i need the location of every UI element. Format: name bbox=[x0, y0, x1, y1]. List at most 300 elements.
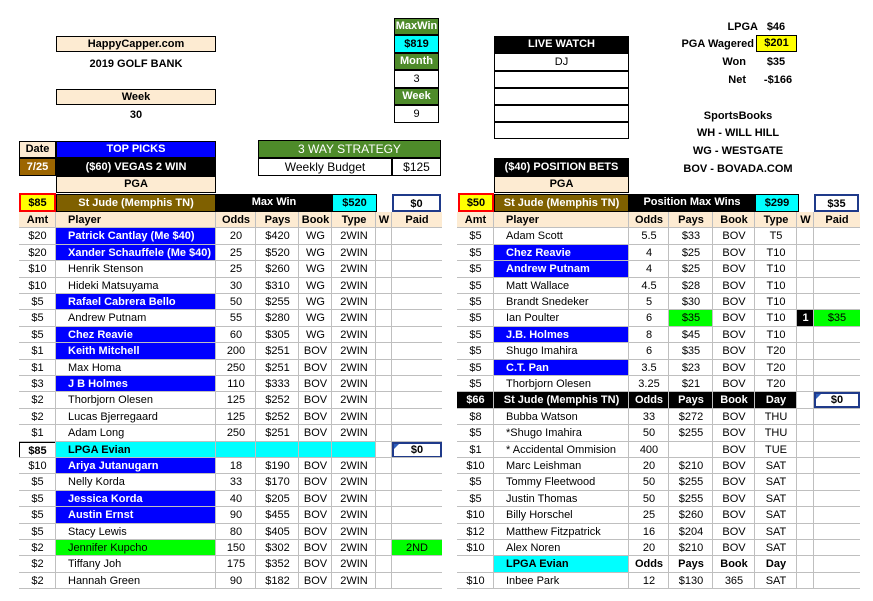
right-type-cell: T20 bbox=[766, 345, 786, 358]
right-paid-cell bbox=[814, 409, 860, 425]
left-odds-cell: 50 bbox=[229, 296, 243, 308]
left-odds-cell: 60 bbox=[229, 328, 243, 341]
right-paid-cell bbox=[814, 524, 860, 540]
left-amt-cell: $2 bbox=[31, 574, 44, 587]
right-player-cell: Matthew Fitzpatrick bbox=[506, 525, 601, 538]
right-amt-cell: $5 bbox=[469, 427, 482, 440]
table-row bbox=[19, 245, 442, 261]
left-paid-cell bbox=[392, 392, 442, 408]
left-book-cell: BOV bbox=[303, 410, 328, 423]
left-book-cell: WG bbox=[306, 263, 325, 276]
right-pays-cell: $25 bbox=[681, 246, 701, 259]
table-row bbox=[19, 261, 442, 277]
left-pays-cell: $251 bbox=[265, 361, 290, 374]
sportsbook-wh: WH - WILL HILL bbox=[696, 127, 780, 139]
left-event-name: St Jude (Memphis TN) bbox=[56, 194, 216, 212]
right-pays-cell: $272 bbox=[678, 410, 704, 423]
right-odds-cell: 5 bbox=[645, 296, 653, 308]
left-amt-cell: $5 bbox=[31, 492, 44, 505]
left-player-cell: Thorbjorn Olesen bbox=[68, 394, 153, 407]
outright-paid-total: $0 bbox=[814, 392, 860, 408]
left-paid-cell bbox=[392, 524, 442, 540]
live-watch-row-3 bbox=[494, 88, 629, 105]
week-value: 30 bbox=[129, 109, 143, 121]
right-w-cell: 1 bbox=[797, 310, 814, 326]
left-tour-label: PGA bbox=[56, 176, 216, 193]
right-player-cell: Chez Reavie bbox=[494, 245, 629, 261]
grid-line bbox=[19, 506, 442, 507]
table-row bbox=[19, 376, 442, 392]
right-pays-cell: $33 bbox=[681, 230, 701, 243]
grid-line bbox=[457, 359, 860, 360]
right-amt-cell: $12 bbox=[466, 525, 485, 538]
right-header-pays: Pays bbox=[678, 214, 704, 226]
right-w-cell bbox=[797, 524, 814, 540]
left-header-paid: Paid bbox=[405, 214, 429, 226]
right-header-paid: Paid bbox=[825, 214, 849, 226]
week-sub-label: Week bbox=[394, 88, 439, 105]
right-paid-cell bbox=[814, 507, 860, 523]
left-odds-cell: 40 bbox=[229, 492, 243, 505]
left-pays-cell: $182 bbox=[265, 574, 290, 587]
grid-line bbox=[457, 277, 860, 278]
left-player-cell: Jennifer Kupcho bbox=[56, 540, 216, 556]
left-pays-cell: $251 bbox=[265, 427, 290, 440]
right-book-cell: BOV bbox=[722, 296, 746, 308]
table-row bbox=[457, 524, 860, 540]
left-odds-cell: 200 bbox=[226, 345, 246, 358]
left-amt-cell: $2 bbox=[31, 542, 44, 554]
grid-line bbox=[457, 457, 860, 458]
left-pays-cell: $305 bbox=[265, 328, 290, 341]
week-sub-value: 9 bbox=[394, 105, 439, 123]
grid-line bbox=[457, 408, 860, 409]
left-pays-cell: $333 bbox=[265, 378, 290, 390]
grid-line bbox=[668, 212, 669, 589]
right-book-cell: BOV bbox=[722, 509, 746, 522]
right-paid-cell bbox=[814, 360, 860, 376]
grid-line bbox=[19, 523, 442, 524]
left-paid-cell bbox=[392, 409, 442, 425]
month-value: 3 bbox=[394, 70, 439, 88]
right-player-cell: Marc Leishman bbox=[506, 460, 582, 472]
right-pays-cell: $260 bbox=[678, 509, 704, 522]
left-amt-cell: $5 bbox=[31, 476, 44, 489]
table-row bbox=[19, 556, 442, 572]
left-type-cell: 2WIN bbox=[340, 410, 368, 423]
left-book-cell: BOV bbox=[303, 460, 328, 472]
right-lpga-header-book: Book bbox=[720, 558, 748, 571]
left-paid-cell bbox=[392, 474, 442, 490]
left-w-cell bbox=[376, 409, 392, 425]
right-book-cell: BOV bbox=[722, 542, 746, 554]
left-book-cell: BOV bbox=[303, 542, 328, 554]
position-maxwin-label: Position Max Wins bbox=[629, 194, 755, 212]
left-player-cell: Hideki Matsuyama bbox=[68, 279, 159, 292]
right-paid-cell bbox=[814, 573, 860, 589]
right-player-cell: Ian Poulter bbox=[506, 312, 560, 325]
right-header-book: Book bbox=[720, 214, 748, 226]
outright-event-row bbox=[457, 392, 860, 408]
left-picks-table bbox=[19, 212, 442, 601]
right-odds-cell: 50 bbox=[642, 476, 656, 489]
weekly-budget-value: $125 bbox=[392, 158, 441, 176]
table-row bbox=[457, 540, 860, 556]
grid-line bbox=[19, 457, 442, 458]
right-player-cell: Shugo Imahira bbox=[506, 345, 578, 358]
left-w-cell bbox=[376, 376, 392, 392]
right-w-cell bbox=[797, 294, 814, 310]
right-header-amt: Amt bbox=[464, 214, 487, 226]
right-player-cell: *Shugo Imahira bbox=[506, 427, 582, 440]
right-paid-total: $35 bbox=[814, 194, 859, 212]
right-type-cell: T10 bbox=[766, 328, 786, 341]
right-odds-cell: 3.25 bbox=[638, 378, 660, 390]
left-type-cell: 2WIN bbox=[340, 509, 368, 522]
grid-line bbox=[19, 490, 442, 491]
left-paid-cell bbox=[392, 458, 442, 474]
left-book-cell: BOV bbox=[303, 492, 328, 505]
right-amt-cell: $10 bbox=[466, 509, 485, 522]
grid-line bbox=[19, 588, 442, 589]
left-amt-cell: $5 bbox=[31, 328, 44, 341]
left-type-cell: 2WIN bbox=[340, 345, 368, 358]
right-w-cell bbox=[797, 360, 814, 376]
left-header-type: Type bbox=[341, 214, 367, 226]
right-w-cell bbox=[797, 458, 814, 474]
right-w-cell bbox=[797, 573, 814, 589]
left-odds-cell: 80 bbox=[229, 525, 243, 538]
table-row bbox=[457, 278, 860, 294]
right-odds-cell: 16 bbox=[642, 525, 656, 538]
outright-header-type: Day bbox=[765, 394, 787, 407]
table-row bbox=[457, 507, 860, 523]
grid-line bbox=[19, 375, 442, 376]
grid-line bbox=[457, 260, 860, 261]
right-book-cell: BOV bbox=[722, 328, 746, 341]
left-pays-cell: $170 bbox=[265, 476, 290, 489]
left-odds-cell: 25 bbox=[229, 263, 243, 276]
right-amt-cell: $5 bbox=[469, 378, 482, 390]
left-book-cell: WG bbox=[306, 230, 325, 243]
left-player-cell: Nelly Korda bbox=[68, 476, 125, 489]
right-player-cell: Billy Horschel bbox=[506, 509, 573, 522]
grid-line bbox=[19, 408, 442, 409]
table-row bbox=[19, 425, 442, 441]
position-bets-header: ($40) POSITION BETS bbox=[494, 158, 629, 176]
right-player-cell: Bubba Watson bbox=[506, 410, 578, 423]
right-type-cell: T20 bbox=[766, 378, 786, 390]
right-type-cell: THU bbox=[764, 410, 788, 423]
left-amt-cell: $1 bbox=[31, 345, 44, 358]
right-player-cell: Adam Scott bbox=[506, 230, 563, 243]
net-value: -$166 bbox=[763, 74, 793, 86]
right-odds-cell: 3.5 bbox=[641, 361, 657, 374]
right-odds-cell: 4 bbox=[645, 246, 653, 259]
grid-line bbox=[457, 523, 860, 524]
grid-line bbox=[19, 277, 442, 278]
position-maxwin-value: $299 bbox=[755, 194, 799, 212]
left-pays-cell: $352 bbox=[265, 558, 290, 571]
right-book-cell: BOV bbox=[722, 525, 746, 538]
right-amt-cell: $5 bbox=[469, 345, 482, 358]
grid-line bbox=[255, 212, 256, 589]
lpga-paid-total: $0 bbox=[392, 442, 442, 458]
table-row bbox=[457, 245, 860, 261]
table-row bbox=[457, 458, 860, 474]
right-book-cell: BOV bbox=[722, 476, 746, 489]
sportsbook-bov: BOV - BOVADA.COM bbox=[683, 163, 793, 175]
left-player-cell: Xander Schauffele (Me $40) bbox=[56, 245, 216, 261]
table-row bbox=[457, 228, 860, 244]
right-type-cell: T10 bbox=[766, 279, 786, 292]
table-row bbox=[457, 343, 860, 359]
lpga-event-row bbox=[19, 442, 442, 458]
left-amt-cell: $2 bbox=[31, 410, 44, 423]
left-paid-cell bbox=[392, 376, 442, 392]
left-pays-cell: $190 bbox=[265, 460, 290, 472]
left-paid-cell bbox=[392, 507, 442, 523]
right-amt-cell: $5 bbox=[469, 246, 482, 259]
left-player-cell: Lucas Bjerregaard bbox=[68, 410, 158, 423]
right-header-odds: Odds bbox=[634, 214, 664, 226]
left-paid-cell bbox=[392, 261, 442, 277]
left-odds-cell: 110 bbox=[227, 378, 245, 390]
right-paid-cell bbox=[814, 474, 860, 490]
left-w-cell bbox=[376, 491, 392, 507]
right-paid-cell bbox=[814, 294, 860, 310]
grid-line bbox=[55, 212, 56, 589]
left-type-cell: 2WIN bbox=[340, 378, 368, 390]
left-amt-cell: $20 bbox=[28, 230, 47, 243]
left-player-cell: Tiffany Joh bbox=[68, 558, 122, 571]
right-player-cell: C.T. Pan bbox=[494, 360, 629, 376]
table-row bbox=[19, 360, 442, 376]
right-odds-cell: 6 bbox=[645, 312, 653, 325]
right-w-cell bbox=[797, 507, 814, 523]
right-odds-cell: 8 bbox=[645, 328, 653, 341]
right-amt-cell: $5 bbox=[469, 263, 482, 276]
left-w-cell bbox=[376, 228, 392, 244]
table-row bbox=[19, 228, 442, 244]
left-player-cell: Hannah Green bbox=[68, 574, 141, 587]
left-player-cell: Keith Mitchell bbox=[56, 343, 216, 359]
right-odds-cell: 5.5 bbox=[641, 230, 657, 243]
maxwin-label: MaxWin bbox=[394, 18, 439, 35]
left-pays-cell: $302 bbox=[265, 542, 290, 554]
week-label: Week bbox=[56, 89, 216, 105]
grid-line bbox=[19, 342, 442, 343]
left-header-odds: Odds bbox=[221, 214, 251, 226]
right-w-cell bbox=[797, 540, 814, 556]
grid-line bbox=[712, 212, 713, 589]
left-player-cell: Henrik Stenson bbox=[68, 263, 144, 276]
maxwin-value: $819 bbox=[394, 35, 439, 53]
left-odds-cell: 250 bbox=[226, 427, 246, 440]
grid-line bbox=[457, 555, 860, 556]
right-lpga-header-type: Day bbox=[765, 558, 787, 571]
right-odds-cell: 50 bbox=[642, 492, 656, 505]
grid-line bbox=[215, 212, 216, 589]
left-book-cell: WG bbox=[306, 279, 325, 292]
table-row bbox=[457, 261, 860, 277]
right-odds-cell: 6 bbox=[645, 345, 653, 358]
left-player-cell: Patrick Cantlay (Me $40) bbox=[56, 228, 216, 244]
left-type-cell: 2WIN bbox=[340, 542, 368, 554]
left-pays-cell: $260 bbox=[265, 263, 290, 276]
grid-line bbox=[796, 212, 797, 589]
right-player-cell: Alex Noren bbox=[506, 542, 561, 554]
right-w-cell bbox=[797, 278, 814, 294]
right-player-cell: Brandt Snedeker bbox=[506, 296, 589, 308]
right-paid-cell bbox=[814, 228, 860, 244]
month-label: Month bbox=[394, 53, 439, 70]
left-player-cell: Ariya Jutanugarn bbox=[56, 458, 216, 474]
live-watch-row-5 bbox=[494, 122, 629, 139]
table-row bbox=[457, 573, 860, 589]
table-row bbox=[19, 458, 442, 474]
left-paid-cell bbox=[392, 278, 442, 294]
right-player-cell: * Accidental Ommision bbox=[506, 443, 617, 456]
right-type-cell: SAT bbox=[765, 476, 787, 489]
left-type-cell: 2WIN bbox=[340, 361, 368, 374]
live-watch-row-4 bbox=[494, 105, 629, 122]
right-w-cell bbox=[797, 474, 814, 490]
grid-line bbox=[457, 539, 860, 540]
left-type-cell: 2WIN bbox=[340, 394, 368, 407]
left-paid-cell bbox=[392, 245, 442, 261]
left-odds-cell: 175 bbox=[226, 558, 246, 571]
left-book-cell: WG bbox=[306, 296, 325, 308]
left-player-cell: J B Holmes bbox=[56, 376, 216, 392]
right-odds-cell: 20 bbox=[642, 460, 656, 472]
left-paid-cell bbox=[392, 425, 442, 441]
left-odds-cell: 18 bbox=[229, 460, 243, 472]
right-column-header-row bbox=[457, 212, 860, 228]
grid-line bbox=[19, 441, 442, 442]
right-header-player: Player bbox=[506, 214, 540, 226]
left-pays-cell: $252 bbox=[265, 394, 290, 407]
left-book-cell: BOV bbox=[303, 558, 328, 571]
left-amt-cell: $2 bbox=[31, 394, 44, 407]
left-odds-cell: 55 bbox=[229, 312, 243, 325]
lpga-event-amount: $85 bbox=[19, 442, 56, 458]
left-book-cell: BOV bbox=[303, 476, 328, 489]
lpga-total-value: $46 bbox=[766, 21, 786, 33]
left-paid-cell bbox=[392, 310, 442, 326]
left-type-cell: 2WIN bbox=[340, 525, 368, 538]
table-row bbox=[457, 327, 860, 343]
right-type-cell: TUE bbox=[765, 443, 787, 456]
right-w-cell bbox=[797, 245, 814, 261]
table-row bbox=[19, 278, 442, 294]
right-amt-cell: $5 bbox=[469, 312, 482, 325]
right-type-cell: THU bbox=[764, 427, 788, 440]
left-w-cell bbox=[376, 556, 392, 572]
right-player-cell: Tommy Fleetwood bbox=[506, 476, 596, 489]
right-odds-cell: 20 bbox=[642, 542, 656, 554]
won-label: Won bbox=[722, 56, 746, 68]
right-book-cell: BOV bbox=[722, 279, 746, 292]
grid-line bbox=[457, 424, 860, 425]
table-divider bbox=[442, 212, 457, 601]
left-type-cell: 2WIN bbox=[340, 492, 368, 505]
table-row bbox=[457, 360, 860, 376]
outright-event-amount: $66 bbox=[466, 394, 485, 407]
grid-line bbox=[457, 309, 860, 310]
right-book-cell: BOV bbox=[722, 443, 746, 456]
left-pays-cell: $205 bbox=[265, 492, 290, 505]
grid-line bbox=[19, 309, 442, 310]
right-paid-cell: $35 bbox=[814, 310, 860, 326]
left-w-cell bbox=[376, 425, 392, 441]
left-odds-cell: 20 bbox=[229, 230, 243, 243]
left-player-cell: Max Homa bbox=[68, 361, 122, 374]
left-book-cell: BOV bbox=[303, 509, 328, 522]
right-book-cell: 365 bbox=[724, 574, 744, 587]
left-player-cell: Adam Long bbox=[68, 427, 125, 440]
left-pays-cell: $251 bbox=[265, 345, 290, 358]
left-w-cell bbox=[376, 343, 392, 359]
right-amt-cell: $1 bbox=[469, 443, 482, 456]
right-lpga-header-odds: Odds bbox=[634, 558, 664, 571]
right-paid-cell bbox=[814, 327, 860, 343]
left-book-cell: WG bbox=[306, 328, 325, 341]
outright-header-pays: Pays bbox=[678, 394, 704, 407]
left-w-cell bbox=[376, 458, 392, 474]
left-paid-cell bbox=[392, 556, 442, 572]
date-value: 7/25 bbox=[19, 158, 56, 176]
left-pays-cell: $310 bbox=[265, 279, 290, 292]
right-w-cell bbox=[797, 491, 814, 507]
right-odds-cell: 12 bbox=[642, 574, 656, 587]
right-amt-cell: $5 bbox=[469, 361, 482, 374]
vegas-2-win-header: ($60) VEGAS 2 WIN bbox=[56, 158, 216, 176]
left-book-cell: BOV bbox=[303, 394, 328, 407]
left-type-cell: 2WIN bbox=[340, 558, 368, 571]
site-name-box: HappyCapper.com bbox=[56, 36, 216, 52]
right-pays-cell: $35 bbox=[681, 345, 701, 358]
left-odds-cell: 250 bbox=[226, 361, 246, 374]
left-pays-cell: $455 bbox=[265, 509, 290, 522]
left-player-cell: Stacy Lewis bbox=[68, 525, 127, 538]
right-book-cell: BOV bbox=[722, 361, 746, 374]
right-amt-cell: $5 bbox=[469, 230, 482, 243]
lpga-event-name: LPGA Evian bbox=[56, 442, 376, 458]
grid-line bbox=[457, 588, 860, 589]
right-w-cell bbox=[797, 261, 814, 277]
date-label: Date bbox=[19, 141, 56, 158]
grid-line bbox=[457, 473, 860, 474]
left-pays-cell: $252 bbox=[265, 410, 290, 423]
right-paid-cell bbox=[814, 491, 860, 507]
right-book-cell: BOV bbox=[722, 345, 746, 358]
table-row bbox=[457, 442, 860, 458]
left-pays-cell: $520 bbox=[265, 246, 290, 259]
right-pays-cell: $130 bbox=[678, 574, 704, 587]
left-header-book: Book bbox=[301, 214, 330, 226]
right-type-cell: T10 bbox=[766, 296, 786, 308]
left-type-cell: 2WIN bbox=[340, 279, 368, 292]
left-book-cell: BOV bbox=[303, 427, 328, 440]
left-amt-cell: $1 bbox=[31, 361, 44, 374]
grid-line bbox=[19, 539, 442, 540]
table-row bbox=[19, 524, 442, 540]
right-type-cell: T20 bbox=[766, 361, 786, 374]
right-book-cell: BOV bbox=[722, 246, 746, 259]
live-watch-header: LIVE WATCH bbox=[494, 36, 629, 53]
table-row bbox=[457, 294, 860, 310]
